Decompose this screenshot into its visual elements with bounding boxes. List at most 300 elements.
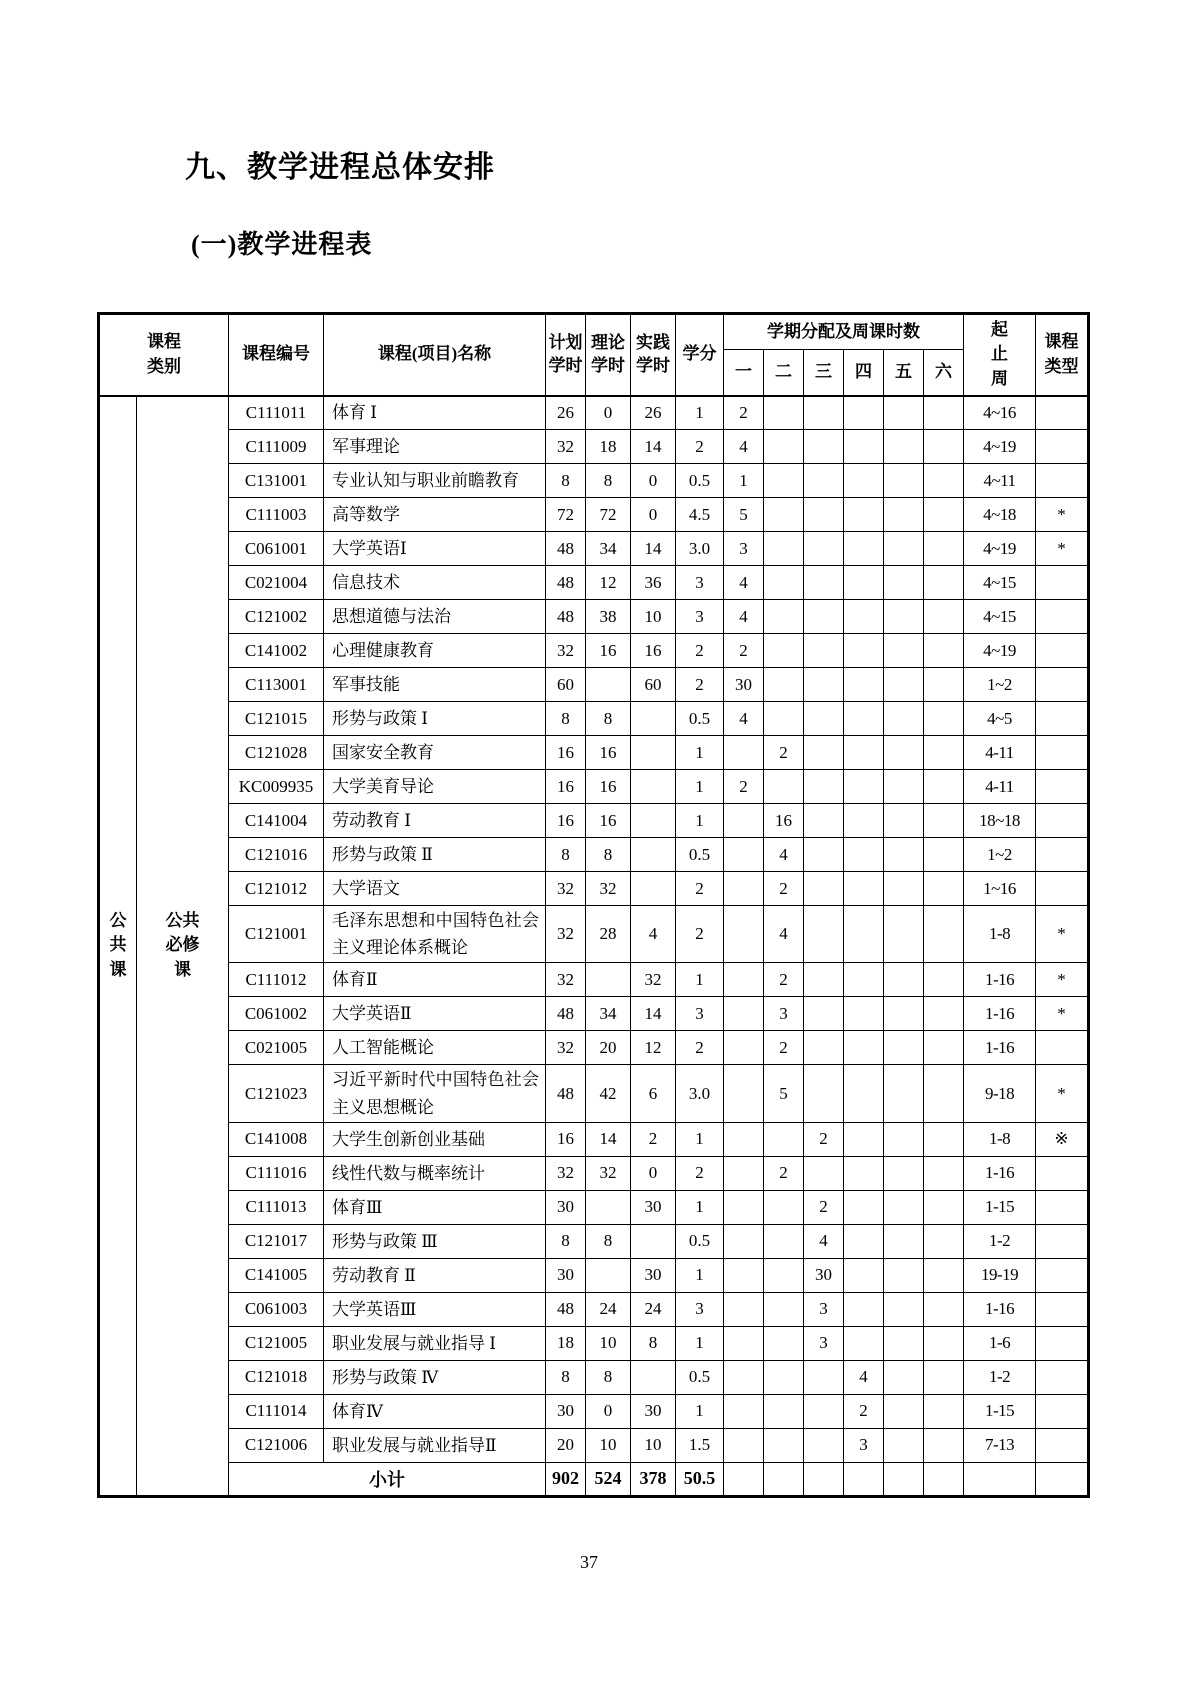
semester-3-cell xyxy=(804,396,844,430)
semester-5-cell xyxy=(884,396,924,430)
weeks-cell: 4~19 xyxy=(964,634,1036,668)
planned-hours-cell: 30 xyxy=(546,1190,586,1224)
header-semester-4: 四 xyxy=(844,350,884,396)
table-body xyxy=(99,396,1089,1497)
weeks-cell: 1-2 xyxy=(964,1360,1036,1394)
semester-3-cell xyxy=(804,668,844,702)
semester-5-cell xyxy=(884,906,924,963)
weeks-cell: 1-16 xyxy=(964,1292,1036,1326)
semester-6-cell xyxy=(924,1326,964,1360)
theory-hours-cell: 8 xyxy=(586,838,631,872)
semester-6-cell xyxy=(924,1292,964,1326)
credit-cell: 2 xyxy=(676,668,724,702)
semester-6-cell xyxy=(924,1428,964,1462)
theory-hours-cell: 8 xyxy=(586,464,631,498)
semester-4-cell xyxy=(844,1065,884,1122)
practice-hours-cell: 30 xyxy=(631,1394,676,1428)
planned-hours-cell: 48 xyxy=(546,566,586,600)
semester-6-cell xyxy=(924,566,964,600)
header-planned-hours: 计划学时 xyxy=(546,314,586,396)
theory-hours-cell: 12 xyxy=(586,566,631,600)
credit-cell: 1 xyxy=(676,1258,724,1292)
weeks-cell: 7-13 xyxy=(964,1428,1036,1462)
semester-3-cell xyxy=(804,736,844,770)
theory-hours-cell: 8 xyxy=(586,1224,631,1258)
weeks-cell: 4~19 xyxy=(964,430,1036,464)
page-number: 37 xyxy=(580,1552,598,1572)
semester-3-cell: 30 xyxy=(804,1258,844,1292)
course-code-cell: C141002 xyxy=(229,634,324,668)
semester-1-cell xyxy=(724,1190,764,1224)
credit-cell: 1 xyxy=(676,804,724,838)
semester-4-cell xyxy=(844,963,884,997)
semester-3-cell: 3 xyxy=(804,1292,844,1326)
planned-hours-cell: 8 xyxy=(546,702,586,736)
semester-5-cell xyxy=(884,1156,924,1190)
table-row xyxy=(99,997,1089,1031)
semester-1-cell: 5 xyxy=(724,498,764,532)
semester-2-cell xyxy=(764,1326,804,1360)
semester-6-cell xyxy=(924,838,964,872)
planned-hours-cell: 60 xyxy=(546,668,586,702)
course-type-cell: ※ xyxy=(1036,1122,1089,1156)
semester-4-cell xyxy=(844,736,884,770)
theory-hours-cell: 34 xyxy=(586,997,631,1031)
course-code-cell: C121005 xyxy=(229,1326,324,1360)
course-code-cell: C021004 xyxy=(229,566,324,600)
theory-hours-cell xyxy=(586,1190,631,1224)
table-row xyxy=(99,1292,1089,1326)
course-name-cell: 信息技术 xyxy=(324,566,546,600)
semester-1-cell: 2 xyxy=(724,634,764,668)
semester-3-cell xyxy=(804,872,844,906)
semester-1-cell: 30 xyxy=(724,668,764,702)
header-weeks-label: 起止周 xyxy=(991,319,1009,389)
semester-1-cell xyxy=(724,1224,764,1258)
planned-hours-cell: 16 xyxy=(546,736,586,770)
semester-5-cell xyxy=(884,1258,924,1292)
semester-1-cell xyxy=(724,1394,764,1428)
course-code-cell: C061002 xyxy=(229,997,324,1031)
credit-cell: 0.5 xyxy=(676,838,724,872)
practice-hours-cell: 24 xyxy=(631,1292,676,1326)
course-name-cell: 国家安全教育 xyxy=(324,736,546,770)
planned-hours-cell: 20 xyxy=(546,1428,586,1462)
practice-hours-cell: 8 xyxy=(631,1326,676,1360)
semester-4-cell xyxy=(844,1156,884,1190)
planned-hours-cell: 32 xyxy=(546,430,586,464)
weeks-cell: 1-15 xyxy=(964,1190,1036,1224)
semester-3-cell xyxy=(804,464,844,498)
course-name-cell: 军事技能 xyxy=(324,668,546,702)
table-row xyxy=(99,634,1089,668)
credit-cell: 2 xyxy=(676,1156,724,1190)
course-name-cell: 体育Ⅳ xyxy=(324,1394,546,1428)
semester-2-cell: 4 xyxy=(764,906,804,963)
theory-hours-cell: 16 xyxy=(586,770,631,804)
practice-hours-cell: 30 xyxy=(631,1190,676,1224)
semester-2-cell: 5 xyxy=(764,1065,804,1122)
semester-1-cell xyxy=(724,838,764,872)
practice-hours-cell: 0 xyxy=(631,464,676,498)
course-code-cell: C131001 xyxy=(229,464,324,498)
semester-5-cell xyxy=(884,1326,924,1360)
practice-hours-cell xyxy=(631,1224,676,1258)
subtotal-type-cell xyxy=(1036,1462,1089,1496)
weeks-cell: 4~18 xyxy=(964,498,1036,532)
semester-4-cell: 4 xyxy=(844,1360,884,1394)
semester-2-cell xyxy=(764,668,804,702)
theory-hours-cell: 28 xyxy=(586,906,631,963)
weeks-cell: 4-11 xyxy=(964,736,1036,770)
planned-hours-cell: 30 xyxy=(546,1258,586,1292)
course-name-cell: 线性代数与概率统计 xyxy=(324,1156,546,1190)
practice-hours-cell xyxy=(631,838,676,872)
planned-hours-cell: 48 xyxy=(546,532,586,566)
practice-hours-cell: 32 xyxy=(631,963,676,997)
practice-hours-cell: 12 xyxy=(631,1031,676,1065)
practice-hours-cell: 4 xyxy=(631,906,676,963)
table-row xyxy=(99,532,1089,566)
course-type-cell xyxy=(1036,1360,1089,1394)
course-type-cell xyxy=(1036,396,1089,430)
weeks-cell: 1-16 xyxy=(964,997,1036,1031)
header-course-type xyxy=(1036,314,1089,396)
theory-hours-cell: 10 xyxy=(586,1326,631,1360)
credit-cell: 2 xyxy=(676,872,724,906)
credit-cell: 2 xyxy=(676,430,724,464)
semester-4-cell xyxy=(844,498,884,532)
semester-6-cell xyxy=(924,770,964,804)
semester-2-cell xyxy=(764,1360,804,1394)
table-row xyxy=(99,430,1089,464)
semester-5-cell xyxy=(884,1428,924,1462)
semester-2-cell: 4 xyxy=(764,838,804,872)
semester-2-cell: 2 xyxy=(764,736,804,770)
weeks-cell: 1-6 xyxy=(964,1326,1036,1360)
semester-2-cell: 2 xyxy=(764,963,804,997)
course-type-cell xyxy=(1036,1190,1089,1224)
semester-2-cell xyxy=(764,464,804,498)
weeks-cell: 1~16 xyxy=(964,872,1036,906)
theory-hours-cell xyxy=(586,668,631,702)
semester-4-cell xyxy=(844,1224,884,1258)
subtotal-weeks-cell xyxy=(964,1462,1036,1496)
semester-3-cell xyxy=(804,1428,844,1462)
course-code-cell: C021005 xyxy=(229,1031,324,1065)
credit-cell: 3 xyxy=(676,1292,724,1326)
planned-hours-cell: 8 xyxy=(546,1360,586,1394)
semester-4-cell xyxy=(844,430,884,464)
credit-cell: 0.5 xyxy=(676,1224,724,1258)
planned-hours-cell: 32 xyxy=(546,634,586,668)
semester-5-cell xyxy=(884,498,924,532)
semester-2-cell xyxy=(764,498,804,532)
semester-4-cell xyxy=(844,464,884,498)
header-semester-5: 五 xyxy=(884,350,924,396)
course-code-cell: C141005 xyxy=(229,1258,324,1292)
course-type-cell xyxy=(1036,1258,1089,1292)
semester-1-cell xyxy=(724,1065,764,1122)
course-name-cell: 大学英语Ⅰ xyxy=(324,532,546,566)
table-row xyxy=(99,1394,1089,1428)
credit-cell: 1 xyxy=(676,396,724,430)
semester-6-cell xyxy=(924,1394,964,1428)
semester-4-cell xyxy=(844,1326,884,1360)
semester-5-cell xyxy=(884,566,924,600)
course-type-cell xyxy=(1036,566,1089,600)
theory-hours-cell xyxy=(586,963,631,997)
semester-3-cell: 3 xyxy=(804,1326,844,1360)
weeks-cell: 1~2 xyxy=(964,838,1036,872)
course-code-cell: C121001 xyxy=(229,906,324,963)
planned-hours-cell: 48 xyxy=(546,1065,586,1122)
credit-cell: 3.0 xyxy=(676,532,724,566)
course-type-cell xyxy=(1036,736,1089,770)
semester-2-cell xyxy=(764,1258,804,1292)
table-row xyxy=(99,1122,1089,1156)
semester-3-cell xyxy=(804,1065,844,1122)
semester-3-cell xyxy=(804,906,844,963)
semester-1-cell xyxy=(724,736,764,770)
course-code-cell: C121023 xyxy=(229,1065,324,1122)
semester-6-cell xyxy=(924,1258,964,1292)
header-course-category-label: 课程类别 xyxy=(147,332,181,376)
semester-5-cell xyxy=(884,1224,924,1258)
course-code-cell: C121015 xyxy=(229,702,324,736)
course-name-cell: 形势与政策 Ⅲ xyxy=(324,1224,546,1258)
table-row xyxy=(99,963,1089,997)
semester-6-cell xyxy=(924,1122,964,1156)
semester-6-cell xyxy=(924,906,964,963)
semester-2-cell xyxy=(764,396,804,430)
course-code-cell: C061003 xyxy=(229,1292,324,1326)
semester-5-cell xyxy=(884,532,924,566)
semester-5-cell xyxy=(884,1394,924,1428)
semester-5-cell xyxy=(884,770,924,804)
semester-2-cell xyxy=(764,1122,804,1156)
semester-2-cell: 2 xyxy=(764,872,804,906)
section-title: (一)教学进程表 xyxy=(191,230,373,259)
practice-hours-cell: 14 xyxy=(631,532,676,566)
semester-3-cell xyxy=(804,702,844,736)
course-category-cell xyxy=(99,396,137,1497)
weeks-cell: 9-18 xyxy=(964,1065,1036,1122)
credit-cell: 1 xyxy=(676,770,724,804)
practice-hours-cell xyxy=(631,872,676,906)
header-course-code: 课程编号 xyxy=(229,314,324,396)
subtotal-semester-3-cell xyxy=(804,1462,844,1496)
semester-6-cell xyxy=(924,532,964,566)
semester-2-cell xyxy=(764,634,804,668)
semester-1-cell xyxy=(724,1122,764,1156)
table-row xyxy=(99,464,1089,498)
semester-3-cell xyxy=(804,804,844,838)
course-name-cell: 大学美育导论 xyxy=(324,770,546,804)
semester-4-cell xyxy=(844,668,884,702)
credit-cell: 2 xyxy=(676,906,724,963)
credit-cell: 1.5 xyxy=(676,1428,724,1462)
semester-1-cell xyxy=(724,1360,764,1394)
credit-cell: 1 xyxy=(676,1326,724,1360)
practice-hours-cell xyxy=(631,770,676,804)
semester-6-cell xyxy=(924,963,964,997)
theory-hours-cell: 32 xyxy=(586,872,631,906)
table-row xyxy=(99,1360,1089,1394)
semester-6-cell xyxy=(924,1190,964,1224)
credit-cell: 2 xyxy=(676,634,724,668)
semester-3-cell xyxy=(804,1156,844,1190)
theory-hours-cell: 18 xyxy=(586,430,631,464)
course-code-cell: C111014 xyxy=(229,1394,324,1428)
weeks-cell: 4~11 xyxy=(964,464,1036,498)
semester-2-cell xyxy=(764,1190,804,1224)
course-name-cell: 思想道德与法治 xyxy=(324,600,546,634)
course-code-cell: C141004 xyxy=(229,804,324,838)
course-name-cell: 职业发展与就业指导 Ⅰ xyxy=(324,1326,546,1360)
semester-6-cell xyxy=(924,872,964,906)
course-code-cell: C111003 xyxy=(229,498,324,532)
semester-1-cell: 4 xyxy=(724,566,764,600)
semester-6-cell xyxy=(924,736,964,770)
header-semester-3: 三 xyxy=(804,350,844,396)
semester-5-cell xyxy=(884,1360,924,1394)
semester-3-cell: 2 xyxy=(804,1122,844,1156)
weeks-cell: 1-16 xyxy=(964,1031,1036,1065)
practice-hours-cell: 10 xyxy=(631,1428,676,1462)
course-type-cell: * xyxy=(1036,1065,1089,1122)
weeks-cell: 4~5 xyxy=(964,702,1036,736)
course-name-cell: 大学英语Ⅲ xyxy=(324,1292,546,1326)
theory-hours-cell: 38 xyxy=(586,600,631,634)
course-type-cell xyxy=(1036,702,1089,736)
semester-1-cell: 4 xyxy=(724,702,764,736)
header-weeks xyxy=(964,314,1036,396)
credit-cell: 1 xyxy=(676,963,724,997)
header-course-type-label: 课程类型 xyxy=(1044,332,1079,376)
semester-2-cell: 16 xyxy=(764,804,804,838)
semester-4-cell: 2 xyxy=(844,1394,884,1428)
semester-2-cell xyxy=(764,1292,804,1326)
course-type-cell xyxy=(1036,634,1089,668)
semester-1-cell xyxy=(724,1031,764,1065)
header-practice-hours: 实践学时 xyxy=(631,314,676,396)
semester-1-cell: 1 xyxy=(724,464,764,498)
semester-1-cell: 2 xyxy=(724,770,764,804)
theory-hours-cell: 0 xyxy=(586,1394,631,1428)
course-name-cell: 大学语文 xyxy=(324,872,546,906)
table-row xyxy=(99,1156,1089,1190)
header-course-name: 课程(项目)名称 xyxy=(324,314,546,396)
semester-1-cell xyxy=(724,1326,764,1360)
course-code-cell: C111012 xyxy=(229,963,324,997)
header-credit: 学分 xyxy=(676,314,724,396)
course-name-cell: 人工智能概论 xyxy=(324,1031,546,1065)
header-semester-2: 二 xyxy=(764,350,804,396)
course-name-cell: 体育Ⅱ xyxy=(324,963,546,997)
weeks-cell: 4~15 xyxy=(964,600,1036,634)
planned-hours-cell: 32 xyxy=(546,872,586,906)
table-row xyxy=(99,396,1089,430)
semester-4-cell xyxy=(844,1292,884,1326)
credit-cell: 0.5 xyxy=(676,702,724,736)
semester-6-cell xyxy=(924,997,964,1031)
table-row xyxy=(99,838,1089,872)
course-category-cell-label: 公共课 xyxy=(109,910,127,979)
course-name-cell: 体育Ⅲ xyxy=(324,1190,546,1224)
practice-hours-cell: 26 xyxy=(631,396,676,430)
weeks-cell: 4~19 xyxy=(964,532,1036,566)
semester-2-cell xyxy=(764,532,804,566)
course-type-cell: * xyxy=(1036,997,1089,1031)
semester-3-cell xyxy=(804,566,844,600)
course-type-cell xyxy=(1036,804,1089,838)
semester-4-cell xyxy=(844,997,884,1031)
semester-1-cell xyxy=(724,1156,764,1190)
semester-2-cell xyxy=(764,600,804,634)
semester-6-cell xyxy=(924,804,964,838)
course-code-cell: C061001 xyxy=(229,532,324,566)
course-name-cell: 大学生创新创业基础 xyxy=(324,1122,546,1156)
course-type-cell xyxy=(1036,464,1089,498)
planned-hours-cell: 32 xyxy=(546,1156,586,1190)
course-name-cell: 形势与政策 Ⅱ xyxy=(324,838,546,872)
credit-cell: 3 xyxy=(676,566,724,600)
planned-hours-cell: 48 xyxy=(546,600,586,634)
practice-hours-cell: 0 xyxy=(631,498,676,532)
course-name-cell: 心理健康教育 xyxy=(324,634,546,668)
theory-hours-cell: 10 xyxy=(586,1428,631,1462)
table-row xyxy=(99,600,1089,634)
subtotal-label-cell: 小计 xyxy=(229,1462,546,1496)
credit-cell: 4.5 xyxy=(676,498,724,532)
page-title: 九、教学进程总体安排 xyxy=(185,151,495,184)
credit-cell: 1 xyxy=(676,1122,724,1156)
weeks-cell: 4~16 xyxy=(964,396,1036,430)
theory-hours-cell xyxy=(586,1258,631,1292)
course-name-cell: 形势与政策 Ⅳ xyxy=(324,1360,546,1394)
credit-cell: 2 xyxy=(676,1031,724,1065)
practice-hours-cell: 10 xyxy=(631,600,676,634)
course-name-cell: 毛泽东思想和中国特色社会主义理论体系概论 xyxy=(324,906,546,963)
course-name-cell: 大学英语Ⅱ xyxy=(324,997,546,1031)
course-type-cell xyxy=(1036,1292,1089,1326)
semester-1-cell xyxy=(724,1428,764,1462)
course-type-cell xyxy=(1036,600,1089,634)
semester-6-cell xyxy=(924,702,964,736)
semester-5-cell xyxy=(884,1031,924,1065)
header-course-category xyxy=(99,314,229,396)
semester-2-cell xyxy=(764,702,804,736)
course-name-cell: 劳动教育 Ⅱ xyxy=(324,1258,546,1292)
semester-5-cell xyxy=(884,600,924,634)
semester-5-cell xyxy=(884,430,924,464)
course-type-cell xyxy=(1036,430,1089,464)
semester-6-cell xyxy=(924,1224,964,1258)
subtotal-semester-5-cell xyxy=(884,1462,924,1496)
table-row xyxy=(99,566,1089,600)
course-code-cell: C111016 xyxy=(229,1156,324,1190)
course-type-cell: * xyxy=(1036,963,1089,997)
course-code-cell: C121016 xyxy=(229,838,324,872)
course-code-cell: C111009 xyxy=(229,430,324,464)
semester-3-cell xyxy=(804,1360,844,1394)
semester-1-cell: 2 xyxy=(724,396,764,430)
semester-1-cell: 4 xyxy=(724,430,764,464)
semester-4-cell xyxy=(844,532,884,566)
subtotal-semester-6-cell xyxy=(924,1462,964,1496)
course-code-cell: C111011 xyxy=(229,396,324,430)
